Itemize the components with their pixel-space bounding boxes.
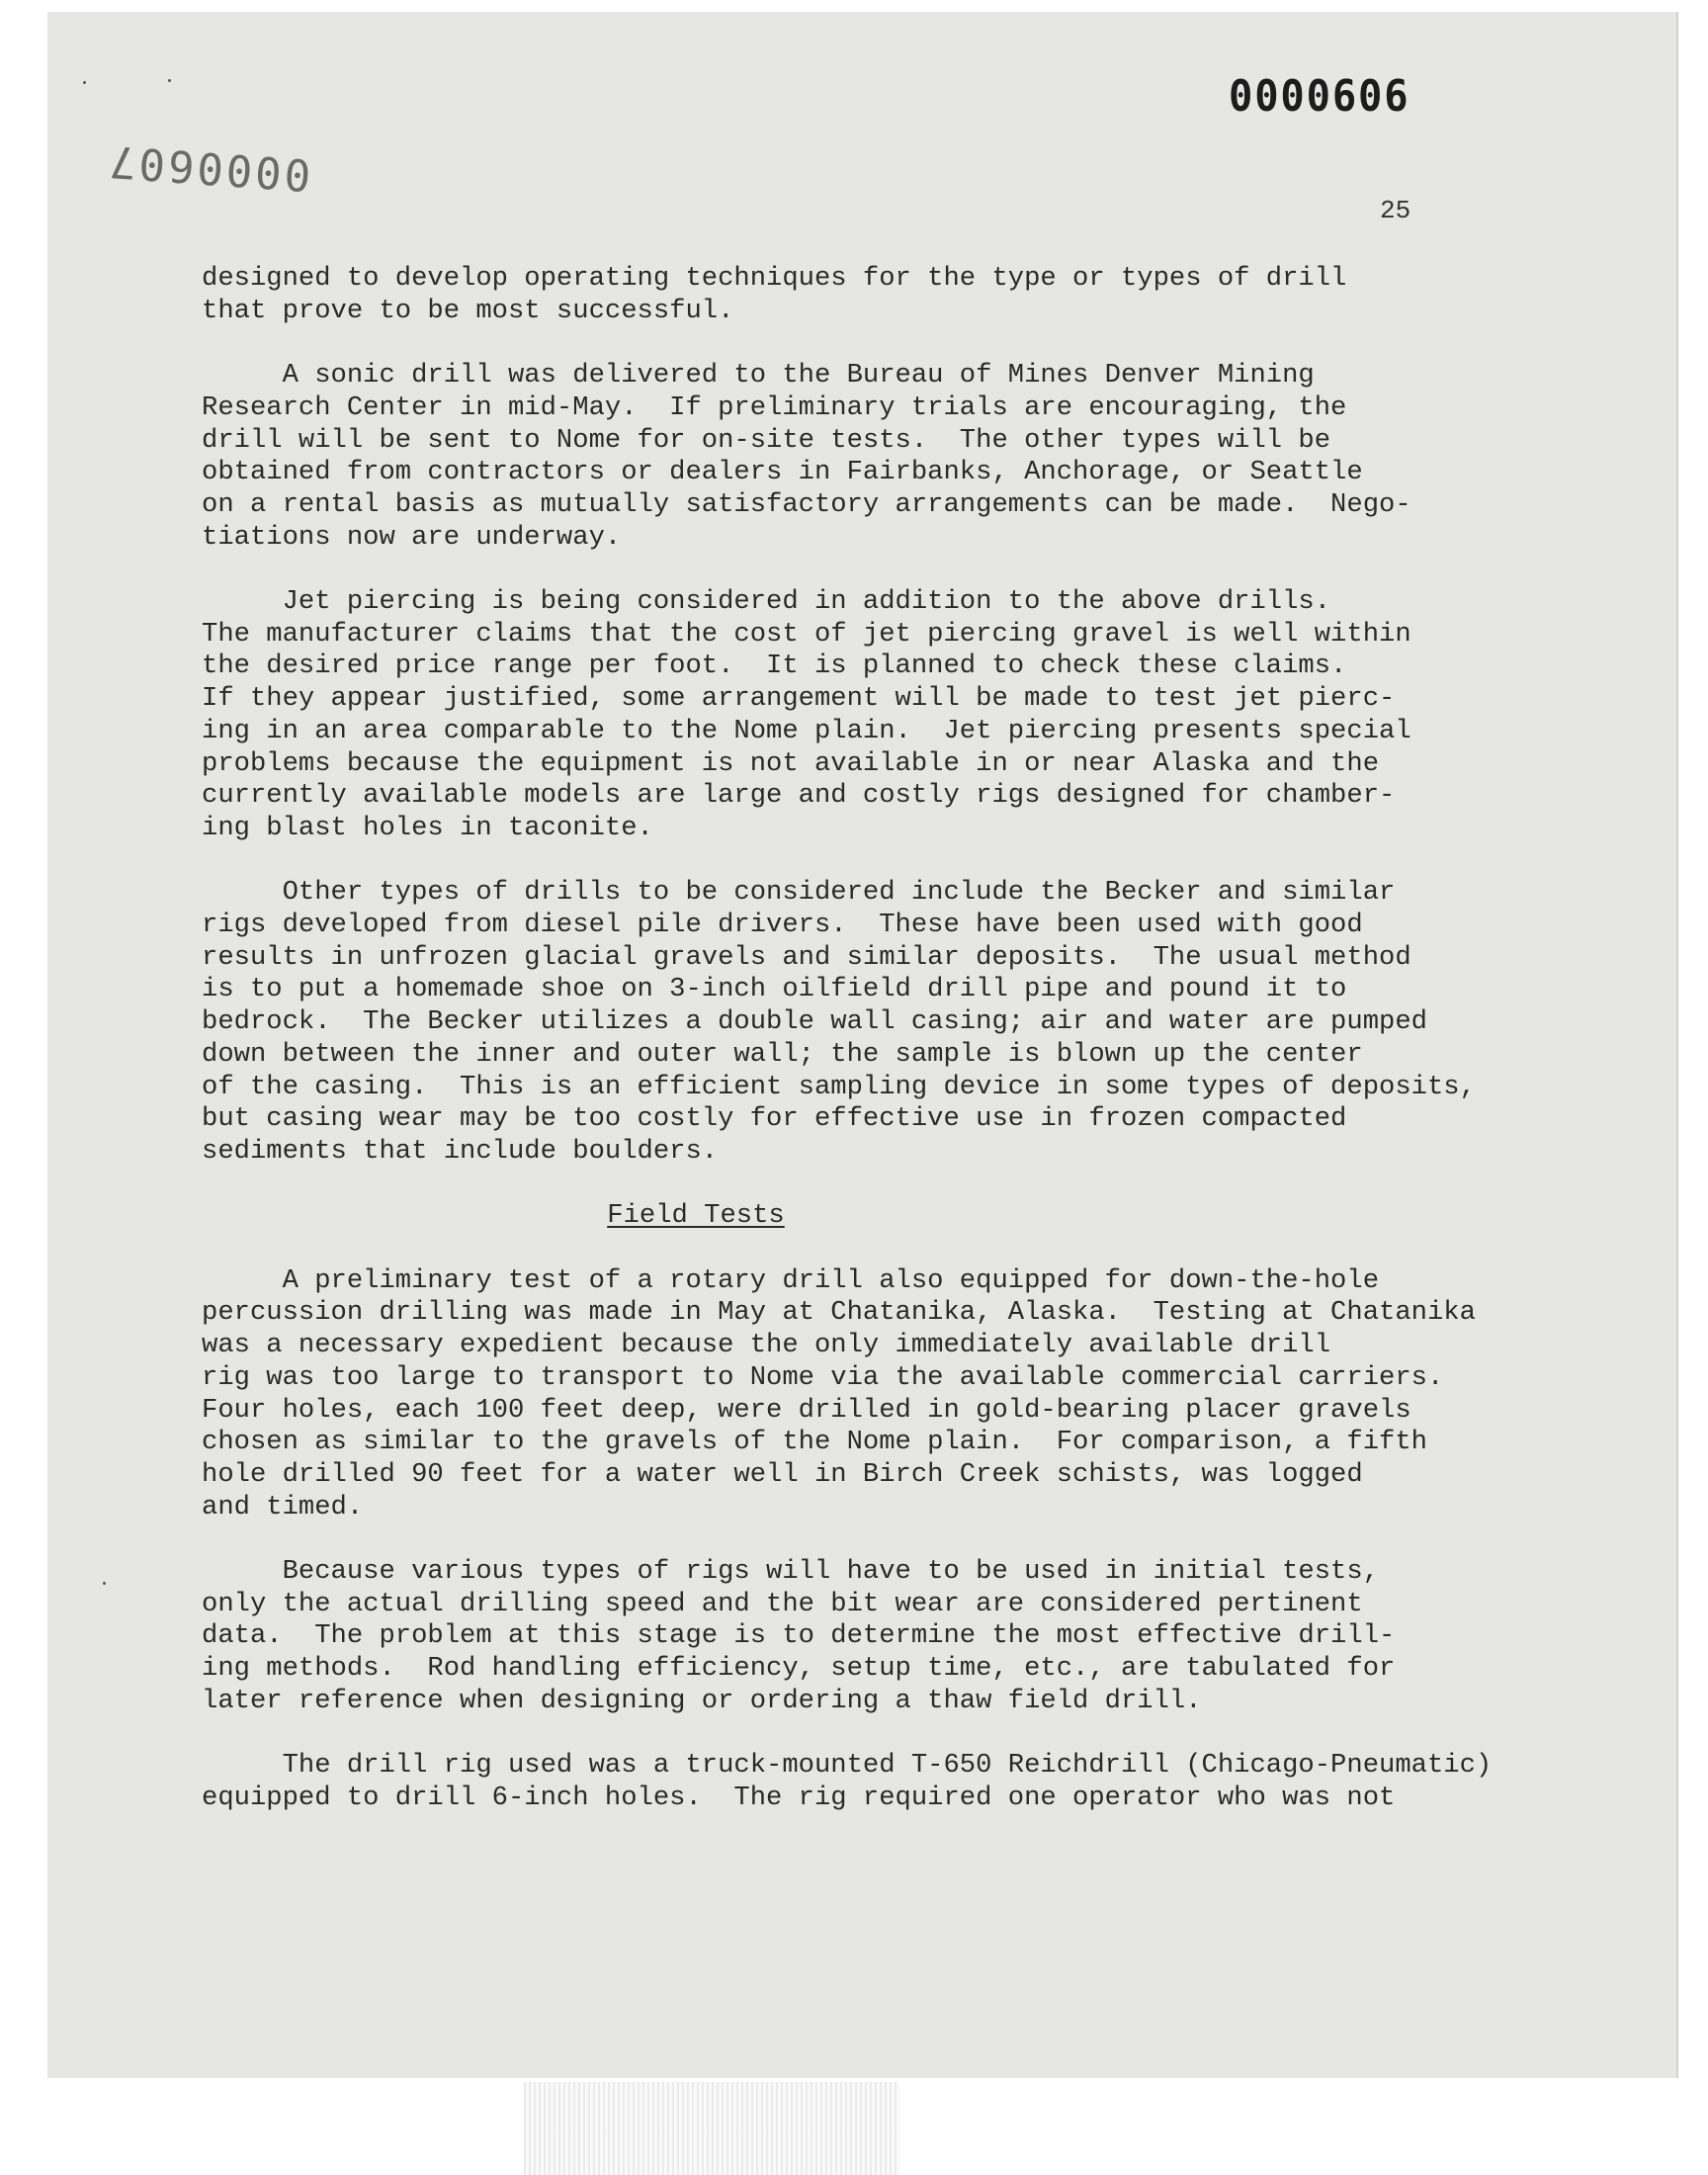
text-line: but casing wear may be too costly for effective use in frozen compacted bbox=[202, 1103, 1347, 1135]
scan-speck bbox=[103, 1582, 106, 1585]
text-line: chosen as similar to the gravels of the Nome plain. For comparison, a fifth bbox=[202, 1427, 1427, 1458]
paragraph bbox=[202, 1556, 1526, 1718]
paragraph-group bbox=[202, 263, 1526, 1169]
paragraph bbox=[202, 1265, 1526, 1524]
text-line: rig was too large to transport to Nome via the available commercial carriers. bbox=[202, 1361, 1444, 1393]
text-line: only the actual drilling speed and the bit wear are considered pertinent bbox=[202, 1588, 1363, 1619]
text-line: of the casing. This is an efficient sampling device in some types of deposits, bbox=[202, 1071, 1476, 1102]
text-line: The manufacturer claims that the cost of jet piercing gravel is well within bbox=[202, 618, 1411, 650]
text-line: ing in an area comparable to the Nome plain. Jet piercing presents special bbox=[202, 715, 1411, 746]
text-line: the desired price range per foot. It is planned to check these claims. bbox=[202, 651, 1347, 682]
text-line: If they appear justified, some arrangement will be made to test jet pierc- bbox=[202, 683, 1396, 715]
document-body bbox=[202, 263, 1526, 1847]
text-line: hole drilled 90 feet for a water well in Birch Creek schists, was logged bbox=[202, 1458, 1363, 1490]
text-line: Four holes, each 100 feet deep, were drilled in gold-bearing placer gravels bbox=[202, 1394, 1411, 1426]
text-line: drill will be sent to Nome for on-site tests. The other types will be bbox=[202, 424, 1331, 456]
text-line: ing methods. Rod handling efficiency, setup time, etc., are tabulated for bbox=[202, 1653, 1396, 1685]
section-paragraph-group bbox=[202, 1265, 1526, 1815]
text-line: currently available models are large and costly rigs designed for chamber- bbox=[202, 780, 1396, 812]
text-line: ing blast holes in taconite. bbox=[202, 812, 653, 843]
text-line: results in unfrozen glacial gravels and similar deposits. The usual method bbox=[202, 941, 1411, 973]
paragraph bbox=[202, 586, 1526, 845]
text-line: Other types of drills to be considered include the Becker and similar bbox=[202, 877, 1396, 909]
text-line: that prove to be most successful. bbox=[202, 295, 734, 326]
text-line: designed to develop operating techniques for the type or types of drill bbox=[202, 263, 1347, 294]
text-line: The drill rig used was a truck-mounted T-650 Reichdrill (Chicago-Pneumatic) bbox=[202, 1750, 1493, 1782]
document-number-stamp: 0000606 bbox=[1228, 71, 1410, 122]
text-line: and timed. bbox=[202, 1491, 364, 1522]
text-line: bedrock. The Becker utilizes a double wall casing; air and water are pumped bbox=[202, 1006, 1427, 1038]
scan-speck bbox=[83, 81, 86, 84]
scan-speck bbox=[168, 79, 171, 82]
text-line: data. The problem at this stage is to determine the most effective drill- bbox=[202, 1620, 1396, 1652]
text-line: percussion drilling was made in May at Chatanika, Alaska. Testing at Chatanika bbox=[202, 1297, 1476, 1329]
text-line: Jet piercing is being considered in addition to the above drills. bbox=[202, 586, 1331, 617]
text-line: down between the inner and outer wall; the sample is blown up the center bbox=[202, 1038, 1363, 1070]
text-line: obtained from contractors or dealers in Fairbanks, Anchorage, or Seattle bbox=[202, 457, 1363, 488]
text-line: A sonic drill was delivered to the Bureau of Mines Denver Mining bbox=[202, 360, 1315, 392]
text-line: sediments that include boulders. bbox=[202, 1135, 719, 1167]
text-line: was a necessary expedient because the only immediately available drill bbox=[202, 1330, 1331, 1361]
section-heading-text: Field Tests bbox=[607, 1200, 785, 1232]
scan-artifact bbox=[524, 2082, 899, 2175]
text-line: problems because the equipment is not available in or near Alaska and the bbox=[202, 747, 1380, 779]
text-line: equipped to drill 6-inch holes. The rig required one operator who was not bbox=[202, 1782, 1396, 1813]
text-line: Because various types of rigs will have to be used in initial tests, bbox=[202, 1556, 1380, 1588]
document-number-stamp-rotated: 0000607 bbox=[105, 134, 312, 201]
page-number: 25 bbox=[1380, 196, 1411, 225]
paragraph bbox=[202, 1750, 1526, 1814]
text-line: A preliminary test of a rotary drill also equipped for down-the-hole bbox=[202, 1264, 1380, 1296]
paragraph bbox=[202, 877, 1526, 1168]
paragraph bbox=[202, 360, 1526, 554]
text-line: is to put a homemade shoe on 3-inch oilfield drill pipe and pound it to bbox=[202, 974, 1347, 1005]
section-heading bbox=[202, 1200, 1190, 1233]
text-line: rigs developed from diesel pile drivers. These have been used with good bbox=[202, 910, 1363, 941]
text-line: Research Center in mid-May. If preliminary trials are encouraging, the bbox=[202, 392, 1347, 423]
text-line: later reference when designing or ordering a thaw field drill. bbox=[202, 1685, 1202, 1716]
text-line: on a rental basis as mutually satisfactory arrangements can be made. Nego- bbox=[202, 488, 1411, 520]
paragraph bbox=[202, 263, 1526, 327]
text-line: tiations now are underway. bbox=[202, 521, 622, 553]
